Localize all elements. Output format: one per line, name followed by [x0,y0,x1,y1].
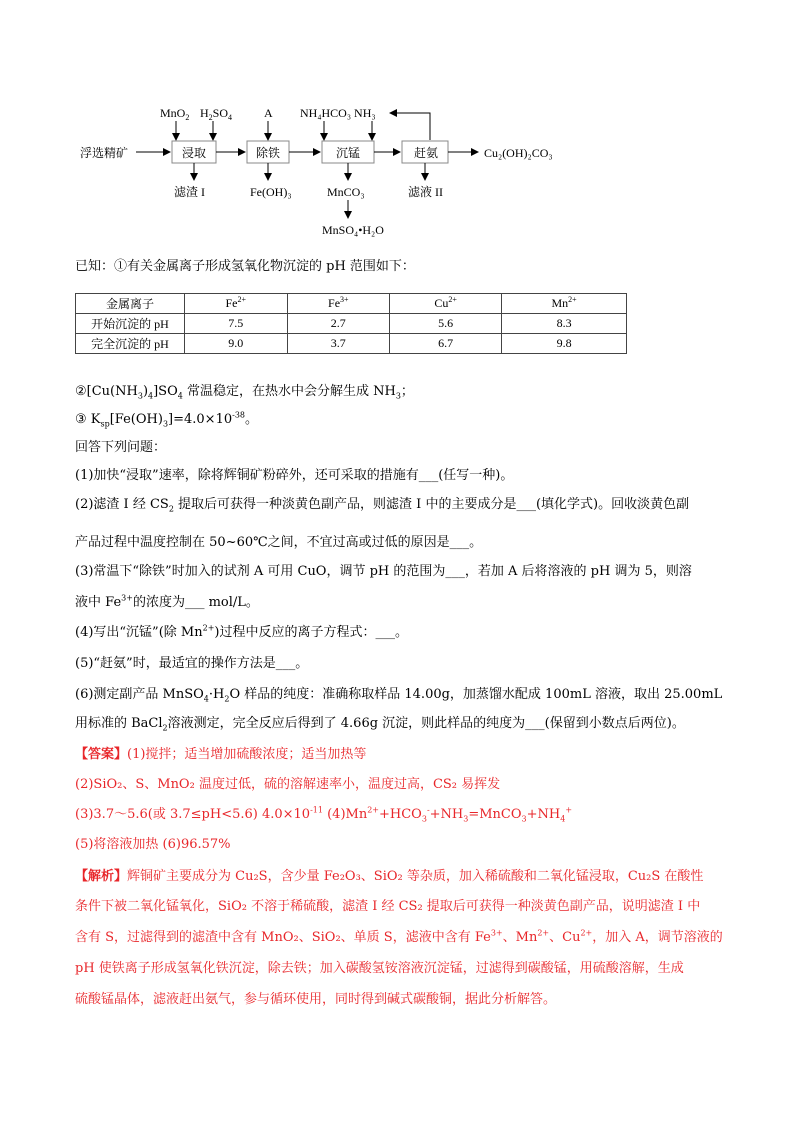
table-header-cell: 金属离子 [76,294,185,314]
question-3-line-2: 液中 $Fe^{3+}$的浓度为___ mol/L。 [75,593,259,610]
analysis-line-5: 硫酸锰晶体，滤液赶出氨气，参与循环使用，同时得到碱式碳酸铜，据此分析解答。 [75,992,557,1007]
table-header-cell: $Mn^{2+}$ [502,294,627,314]
question-1: (1)加快“浸取”速率，除将辉铜矿粉碎外，还可采取的措施有___(任写一种)。 [75,468,514,483]
row-label: 完全沉淀的 pH [76,334,185,354]
table-cell: 2.7 [287,314,390,334]
output-mnso4: MnSO₄•H₂O [322,223,384,237]
analysis-line-3: 含有 S，过滤得到的滤渣中含有 MnO₂、SiO₂、单质 S，滤液中含有 $Fe^{3+}$、$Mn^{2+}$、$Cu^{2+}$，加入 A，调节溶液的 [75,928,723,945]
known-2: $②[Cu(NH_3)_4]SO_4$ 常温稳定，在热水中会分解生成 $NH_3$； [75,384,414,401]
recycle-arrow [390,113,430,140]
step-leaching: 浸取 [182,146,207,160]
analysis-tag: 【解析】 [75,869,128,884]
residue-1: 滤渣 I [174,185,205,199]
question-2-line-1: (2)滤渣 I 经 $CS_2$ 提取后可获得一种淡黄色副产品，则滤渣 I 中的主要成分是___(填化学式)。回收淡黄色副 [75,497,690,514]
known-intro: 已知：①有关金属离子形成氢氧化物沉淀的 pH 范围如下： [75,259,415,274]
output-mnco3: MnCO₃ [327,185,365,199]
question-3-line-1: (3)常温下“除铁”时加入的试剂 A 可用 CuO，调节 pH 的范围为___，若加 A 后将溶液的 pH 调为 5，则溶 [75,564,692,579]
table-cell: 9.0 [185,334,288,354]
table-header-cell: $Fe^{2+}$ [185,294,288,314]
reagent-h2so4: $H_2SO_4$ [200,106,233,122]
reagent-nh4hco3-nh3: NH₄HCO₃ NH₃ [300,106,376,120]
table-cell: 5.6 [390,314,502,334]
step-iron-removal: 除铁 [256,146,281,160]
analysis-line-2: 条件下被二氧化锰氧化，SiO₂ 不溶于稀硫酸，滤渣 I 经 CS₂ 提取后可获得一种淡黄色副产品，说明滤渣 I 中 [75,899,701,914]
ph-table [75,293,627,354]
table-row [76,334,627,354]
table-header-row [76,294,627,314]
table-cell: 9.8 [502,334,627,354]
row-label: 开始沉淀的 pH [76,314,185,334]
known-3: ③ $K_{sp}[Fe(OH)_3]=4.0\times 10^{-38}$。 [75,410,259,429]
start-material: 浮选精矿 [80,146,129,160]
table-cell: 3.7 [287,334,390,354]
table-cell: 7.5 [185,314,288,334]
question-2-line-2: 产品过程中温度控制在 50~60℃之间，不宜过高或过低的原因是___。 [75,535,483,550]
reagent-mno2: MnO$_2$ [160,106,190,122]
table-header-cell: $Cu^{2+}$ [390,294,502,314]
output-feoh3: Fe(OH)₃ [250,185,292,199]
table-cell: 8.3 [502,314,627,334]
answer-line-4: (5)将溶液加热 (6)96.57% [75,837,231,852]
analysis-line-1: 【解析】辉铜矿主要成分为 Cu₂S，含少量 Fe₂O₃、SiO₂ 等杂质，加入稀硫酸和二氧化锰浸取，Cu₂S 在酸性 [75,869,704,884]
filtrate-2: 滤液 II [408,185,443,199]
question-6-line-1: (6)测定副产品 $MnSO_4\cdot H_2O$ 样品的纯度：准确称取样品 14.00g，加蒸馏水配成 100mL 溶液，取出 25.00mL [75,687,723,704]
analysis-line-4: pH 使铁离子形成氢氧化铁沉淀，除去铁；加入碳酸氢铵溶液沉淀锰，过滤得到碳酸锰，用硫酸溶解，生成 [75,961,684,976]
answer-prompt: 回答下列问题： [75,440,167,455]
step-mn-precip: 沉锰 [336,146,361,160]
table-header-cell: $Fe^{3+}$ [287,294,390,314]
question-6-line-2: 用标准的 BaCl$_2$溶液测定，完全反应后得到了 4.66g 沉淀，则此样品的纯度为___(保留到小数点后两位)。 [75,716,685,733]
step-ammonia-removal: 赶氨 [414,146,439,160]
table-row [76,314,627,334]
process-flowchart [0,0,800,250]
question-4: (4)写出“沉锰”(除 $Mn^{2+}$)过程中反应的离子方程式：___。 [75,623,408,640]
answer-line-2: (2)SiO₂、S、MnO₂ 温度过低，硫的溶解速率小，温度过高，CS₂ 易挥发 [75,777,501,792]
reagent-a: A [264,106,273,120]
answer-line-3: (3)3.7～5.6(或 3.7≤pH<5.6) $4.0\times 10^{-11}$ $(4)Mn^{2+}+HCO_3^-+NH_3=MnCO_3+NH_4^+$ [75,805,573,824]
question-5: (5)“赶氨”时，最适宜的操作方法是___。 [75,656,309,671]
table-cell: 6.7 [390,334,502,354]
answer-tag: 【答案】 [75,747,128,762]
final-product: Cu₂(OH)₂CO₃ [484,146,553,160]
answer-line-1: 【答案】(1)搅拌；适当增加硫酸浓度；适当加热等 [75,747,367,762]
